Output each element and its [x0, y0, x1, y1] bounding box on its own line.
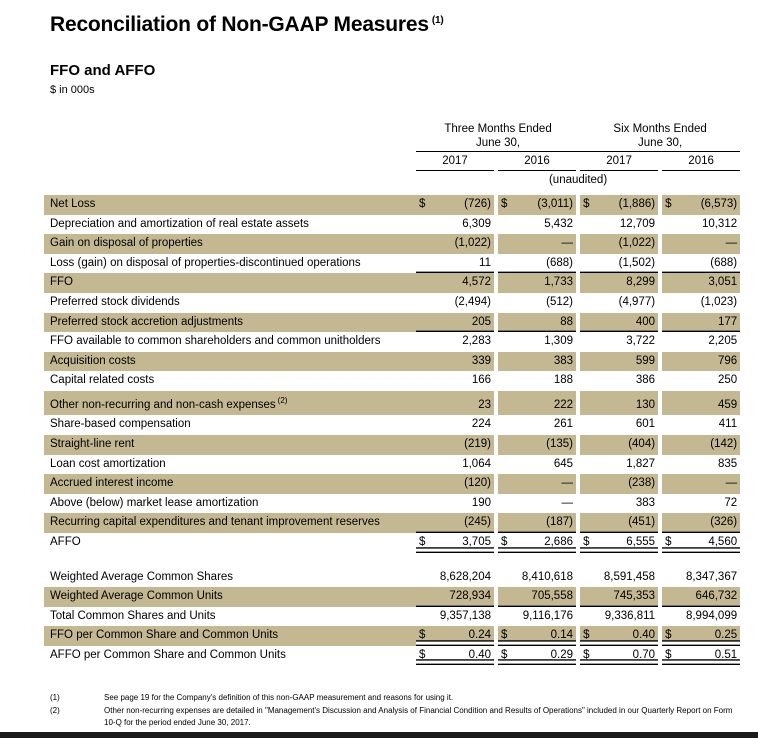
value-cell: (2,494) — [454, 295, 491, 308]
footnote-2-marker: (2) — [50, 705, 60, 715]
row-label — [44, 254, 416, 274]
currency-symbol-cell: $ — [416, 646, 438, 666]
currency-symbol-cell — [416, 474, 438, 494]
currency-symbol-cell — [662, 234, 684, 254]
page-bottom-bar — [0, 732, 758, 738]
currency-symbol-cell: $ — [416, 533, 438, 553]
currency-symbol-cell — [498, 332, 520, 352]
value-cell: 6,309 — [462, 217, 491, 230]
currency-symbol-cell — [498, 435, 520, 455]
header-group-row — [44, 122, 740, 152]
currency-symbol-cell — [416, 371, 438, 391]
table-row — [44, 371, 740, 391]
row-label — [44, 646, 416, 666]
currency-symbol-cell — [662, 313, 684, 333]
value-cell: 601 — [635, 418, 656, 431]
column-header-ytd-2016: 2016 — [662, 152, 740, 171]
currency-symbol-cell — [416, 352, 438, 372]
currency-symbol-cell — [662, 568, 684, 588]
row-label-text: Loss (gain) on disposal of properties-discontinued operations — [50, 256, 361, 269]
value-cell: 130 — [602, 391, 658, 415]
value-cell: 383 — [520, 352, 576, 372]
page-title-footnote-marker: (1) — [431, 15, 444, 26]
row-label-text: FFO — [50, 276, 73, 289]
value-cell: (4,977) — [618, 295, 656, 308]
currency-symbol-cell — [580, 234, 602, 254]
table-row — [44, 435, 740, 455]
row-label-text: Preferred stock accretion adjustments — [50, 315, 244, 328]
currency-symbol-cell: $ — [662, 195, 684, 215]
value-cell: (135) — [520, 435, 576, 455]
value-cell: 5,432 — [544, 217, 573, 230]
row-label — [44, 273, 416, 293]
currency-symbol-cell: $ — [580, 533, 602, 553]
currency-symbol-cell: $ — [416, 195, 438, 215]
table-row — [44, 293, 740, 313]
value-cell: 8,299 — [602, 273, 658, 293]
row-label — [44, 494, 416, 514]
currency-symbol-cell — [662, 293, 684, 313]
currency-symbol-cell — [662, 435, 684, 455]
value-cell: 10,312 — [701, 217, 738, 230]
value-cell: (688) — [684, 254, 740, 274]
currency-symbol-cell — [416, 587, 438, 607]
currency-symbol-cell — [498, 293, 520, 313]
currency-symbol-cell — [416, 455, 438, 475]
currency-symbol-cell — [662, 494, 684, 514]
value-cell: (451) — [602, 513, 658, 533]
value-cell: 6,555 — [602, 533, 658, 553]
ffo-affo-table — [44, 122, 740, 665]
currency-symbol-cell — [498, 587, 520, 607]
currency-symbol-cell — [580, 215, 602, 235]
currency-symbol-cell — [580, 415, 602, 435]
table-row — [44, 568, 740, 588]
footnotes-block — [50, 692, 740, 730]
value-cell: 8,410,618 — [521, 570, 573, 583]
currency-symbol-cell — [416, 234, 438, 254]
header-year-row — [44, 152, 740, 171]
currency-symbol-cell — [580, 313, 602, 333]
value-cell: (726) — [438, 195, 494, 215]
value-cell: 0.70 — [602, 646, 658, 666]
currency-symbol-cell — [662, 352, 684, 372]
row-label — [44, 474, 416, 494]
currency-symbol-cell — [498, 234, 520, 254]
row-label-text: Total Common Shares and Units — [50, 609, 216, 622]
currency-symbol-cell — [580, 254, 602, 274]
column-header-ytd-2017: 2017 — [580, 152, 658, 171]
row-label-text: Recurring capital expenditures and tenant improvement reserves — [50, 516, 380, 529]
value-cell: 745,353 — [602, 587, 658, 607]
row-label — [44, 215, 416, 235]
value-cell: 4,560 — [684, 533, 740, 553]
row-label — [44, 533, 416, 553]
row-label-text: Depreciation and amortization of real estate assets — [50, 217, 309, 230]
currency-symbol-cell: $ — [498, 646, 520, 666]
unaudited-note: (unaudited) — [548, 174, 608, 186]
value-cell: 0.25 — [684, 626, 740, 646]
currency-symbol-cell — [416, 332, 438, 352]
value-cell: 0.51 — [684, 646, 740, 666]
value-cell: (245) — [438, 513, 494, 533]
value-cell: 728,934 — [438, 587, 494, 607]
table-row — [44, 474, 740, 494]
currency-symbol-cell — [580, 352, 602, 372]
value-cell: 0.40 — [602, 626, 658, 646]
row-label-text: Weighted Average Common Units — [50, 590, 223, 603]
table-row — [44, 513, 740, 533]
currency-symbol-cell — [662, 215, 684, 235]
value-cell: 88 — [520, 313, 576, 333]
table-row — [44, 391, 740, 415]
currency-symbol-cell — [498, 474, 520, 494]
value-cell: 190 — [471, 496, 491, 509]
currency-symbol-cell — [580, 607, 602, 627]
header-spacer — [44, 122, 416, 152]
currency-symbol-cell: $ — [580, 646, 602, 666]
value-cell: (326) — [684, 513, 740, 533]
footnote-1-text: See page 19 for the Company's definition of this non-GAAP measurement and reasons for using it. — [104, 693, 454, 702]
currency-symbol-cell — [662, 254, 684, 274]
value-cell: 23 — [438, 391, 494, 415]
row-label — [44, 455, 416, 475]
value-cell: (219) — [438, 435, 494, 455]
value-cell: (120) — [438, 474, 494, 494]
currency-symbol-cell — [662, 273, 684, 293]
value-cell: 188 — [553, 374, 573, 387]
currency-symbol-cell — [416, 273, 438, 293]
table-row — [44, 254, 740, 274]
value-cell: 0.40 — [438, 646, 494, 666]
currency-symbol-cell — [580, 293, 602, 313]
currency-symbol-cell — [580, 435, 602, 455]
value-cell: — — [561, 496, 573, 509]
row-label-text: FFO available to common shareholders and common unitholders — [50, 335, 381, 348]
currency-symbol-cell — [662, 415, 684, 435]
units-note: $ in 000s — [50, 84, 95, 96]
currency-symbol-cell — [416, 568, 438, 588]
currency-symbol-cell — [580, 332, 602, 352]
row-label — [44, 587, 416, 607]
value-cell: 2,686 — [520, 533, 576, 553]
spacer-cell — [44, 553, 740, 568]
currency-symbol-cell — [662, 587, 684, 607]
column-header-q-2016: 2016 — [498, 152, 576, 171]
row-label — [44, 568, 416, 588]
currency-symbol-cell — [416, 215, 438, 235]
currency-symbol-cell — [580, 455, 602, 475]
row-label — [44, 371, 416, 391]
currency-symbol-cell — [580, 494, 602, 514]
table-body — [44, 195, 740, 665]
row-label — [44, 607, 416, 627]
footnote-2 — [50, 705, 740, 730]
currency-symbol-cell — [498, 568, 520, 588]
value-cell: 796 — [684, 352, 740, 372]
value-cell: (404) — [602, 435, 658, 455]
currency-symbol-cell — [416, 494, 438, 514]
currency-symbol-cell — [662, 455, 684, 475]
row-label-text: Net Loss — [50, 198, 96, 210]
row-label — [44, 626, 416, 646]
currency-symbol-cell — [416, 293, 438, 313]
table-head — [44, 122, 740, 195]
currency-symbol-cell: $ — [662, 626, 684, 646]
currency-symbol-cell — [498, 215, 520, 235]
value-cell: 0.14 — [520, 626, 576, 646]
value-cell: 3,705 — [438, 533, 494, 553]
group-label-line1: Three Months Ended — [444, 123, 552, 135]
value-cell: (1,022) — [438, 234, 494, 254]
row-label — [44, 195, 416, 215]
currency-symbol-cell — [498, 352, 520, 372]
value-cell: 166 — [471, 374, 491, 387]
table-row — [44, 234, 740, 254]
value-cell: 646,732 — [684, 587, 740, 607]
row-label-text: Loan cost amortization — [50, 457, 166, 470]
currency-symbol-cell — [580, 474, 602, 494]
group-label-line2: June 30, — [475, 137, 521, 149]
table-row — [44, 313, 740, 333]
currency-symbol-cell: $ — [580, 626, 602, 646]
header-spacer — [44, 171, 416, 191]
currency-symbol-cell — [498, 254, 520, 274]
row-label-text: AFFO — [50, 535, 81, 548]
value-cell: 9,336,811 — [604, 609, 656, 622]
value-cell: 222 — [520, 391, 576, 415]
value-cell: 705,558 — [520, 587, 576, 607]
row-label-text: Preferred stock dividends — [50, 295, 180, 308]
row-label-text: Straight-line rent — [50, 437, 135, 450]
value-cell: (1,886) — [602, 195, 658, 215]
currency-symbol-cell: $ — [662, 646, 684, 666]
value-cell: 1,309 — [544, 335, 573, 348]
value-cell: 400 — [602, 313, 658, 333]
value-cell: 8,628,204 — [439, 570, 491, 583]
currency-symbol-cell: $ — [580, 195, 602, 215]
footnote-1-marker: (1) — [50, 693, 60, 702]
column-group-six-months — [580, 122, 740, 152]
row-label-text: Above (below) market lease amortization — [50, 496, 259, 509]
row-label-text: FFO per Common Share and Common Units — [50, 629, 279, 642]
currency-symbol-cell — [416, 391, 438, 415]
currency-symbol-cell — [580, 391, 602, 415]
column-header-q-2017: 2017 — [416, 152, 494, 171]
value-cell: 383 — [635, 496, 656, 509]
value-cell: (512) — [546, 295, 573, 308]
row-label — [44, 332, 416, 352]
value-cell: — — [684, 474, 740, 494]
value-cell: 645 — [553, 457, 573, 470]
currency-symbol-cell — [662, 391, 684, 415]
row-label — [44, 293, 416, 313]
currency-symbol-cell — [580, 273, 602, 293]
currency-symbol-cell — [498, 513, 520, 533]
currency-symbol-cell — [416, 435, 438, 455]
table-row — [44, 273, 740, 293]
header-spacer — [44, 152, 416, 171]
currency-symbol-cell: $ — [416, 626, 438, 646]
currency-symbol-cell — [498, 313, 520, 333]
row-label-text: AFFO per Common Share and Common Units — [50, 648, 286, 661]
footnote-2-text: Other non-recurring expenses are detailed in "Management's Discussion and Analysis of Financial Condition and Results of Operations" included in our Quarterly Report on Form 10-Q for the period ended June 30, 2017. — [104, 705, 733, 727]
table-row — [44, 455, 740, 475]
value-cell: (238) — [602, 474, 658, 494]
currency-symbol-cell — [662, 332, 684, 352]
row-label-text: Gain on disposal of properties — [50, 237, 203, 250]
row-label — [44, 435, 416, 455]
value-cell: 8,994,099 — [685, 609, 738, 622]
currency-symbol-cell — [662, 513, 684, 533]
table-row — [44, 607, 740, 627]
table-row — [44, 587, 740, 607]
currency-symbol-cell — [580, 568, 602, 588]
footnote-1 — [50, 692, 740, 705]
value-cell: (1,022) — [602, 234, 658, 254]
currency-symbol-cell — [416, 415, 438, 435]
value-cell: 1,733 — [520, 273, 576, 293]
table-row — [44, 332, 740, 352]
value-cell: 205 — [438, 313, 494, 333]
row-label — [44, 313, 416, 333]
currency-symbol-cell — [416, 254, 438, 274]
currency-symbol-cell: $ — [498, 195, 520, 215]
table-row — [44, 646, 740, 666]
currency-symbol-cell — [416, 513, 438, 533]
value-cell: 224 — [471, 418, 491, 431]
row-label-text: Share-based compensation — [50, 418, 191, 431]
table-row — [44, 494, 740, 514]
value-cell: 459 — [684, 391, 740, 415]
value-cell: 386 — [635, 374, 656, 387]
value-cell: 177 — [684, 313, 740, 333]
value-cell: 8,591,458 — [603, 570, 656, 583]
currency-symbol-cell: $ — [498, 533, 520, 553]
value-cell: 261 — [553, 418, 573, 431]
row-label-text: Capital related costs — [50, 374, 155, 387]
row-label-text: Acquisition costs — [50, 354, 136, 367]
currency-symbol-cell — [498, 455, 520, 475]
row-label-text: Other non-recurring and non-cash expenses — [50, 398, 276, 411]
currency-symbol-cell — [498, 415, 520, 435]
page-title — [50, 13, 443, 37]
currency-symbol-cell — [498, 494, 520, 514]
value-cell: 411 — [718, 418, 738, 431]
table-row — [44, 215, 740, 235]
value-cell: 2,205 — [708, 335, 738, 348]
table-row — [44, 415, 740, 435]
value-cell: (1,502) — [602, 254, 658, 274]
table-row — [44, 626, 740, 646]
currency-symbol-cell — [662, 371, 684, 391]
value-cell: 11 — [438, 254, 494, 274]
value-cell: 339 — [438, 352, 494, 372]
value-cell: 0.24 — [438, 626, 494, 646]
header-audit-row — [44, 171, 740, 191]
value-cell: 8,347,367 — [685, 570, 738, 583]
group-label-line1: Six Months Ended — [613, 123, 707, 135]
value-cell: 250 — [717, 374, 738, 387]
currency-symbol-cell — [498, 607, 520, 627]
value-cell: 0.29 — [520, 646, 576, 666]
value-cell: — — [520, 474, 576, 494]
value-cell: 1,064 — [462, 457, 491, 470]
row-footnote-marker: (2) — [277, 395, 288, 405]
value-cell: (3,011) — [520, 195, 576, 215]
value-cell: 72 — [724, 496, 738, 509]
value-cell: 2,283 — [462, 335, 491, 348]
currency-symbol-cell — [416, 313, 438, 333]
table-row — [44, 533, 740, 553]
value-cell: — — [520, 234, 576, 254]
value-cell: 835 — [717, 457, 738, 470]
value-cell: 3,722 — [626, 335, 656, 348]
table-spacer-row — [44, 553, 740, 568]
row-label — [44, 513, 416, 533]
table-row — [44, 352, 740, 372]
row-label — [44, 352, 416, 372]
currency-symbol-cell: $ — [498, 626, 520, 646]
row-label-text: Weighted Average Common Shares — [50, 570, 234, 583]
value-cell: 12,709 — [619, 217, 656, 230]
row-label — [44, 234, 416, 254]
section-subtitle: FFO and AFFO — [50, 62, 156, 79]
currency-symbol-cell — [580, 371, 602, 391]
currency-symbol-cell — [498, 273, 520, 293]
row-label-text: Accrued interest income — [50, 477, 174, 490]
row-label — [44, 391, 416, 415]
currency-symbol-cell — [580, 513, 602, 533]
group-label-line2: June 30, — [638, 137, 683, 149]
value-cell: (142) — [684, 435, 740, 455]
value-cell: 9,357,138 — [439, 609, 491, 622]
value-cell: 3,051 — [684, 273, 740, 293]
financial-table-container — [44, 122, 738, 665]
page-title-text: Reconciliation of Non-GAAP Measures — [50, 13, 429, 36]
column-group-three-months — [416, 122, 580, 152]
value-cell: 4,572 — [438, 273, 494, 293]
currency-symbol-cell — [662, 607, 684, 627]
value-cell: (1,023) — [700, 295, 738, 308]
currency-symbol-cell — [498, 391, 520, 415]
currency-symbol-cell — [416, 607, 438, 627]
value-cell: 9,116,176 — [522, 609, 573, 622]
currency-symbol-cell — [662, 474, 684, 494]
value-cell: (688) — [520, 254, 576, 274]
currency-symbol-cell — [498, 371, 520, 391]
value-cell: 599 — [602, 352, 658, 372]
currency-symbol-cell: $ — [662, 533, 684, 553]
value-cell: 1,827 — [626, 457, 656, 470]
table-row — [44, 195, 740, 215]
value-cell: — — [684, 234, 740, 254]
value-cell: (187) — [520, 513, 576, 533]
row-label — [44, 415, 416, 435]
currency-symbol-cell — [580, 587, 602, 607]
value-cell: (6,573) — [684, 195, 740, 215]
